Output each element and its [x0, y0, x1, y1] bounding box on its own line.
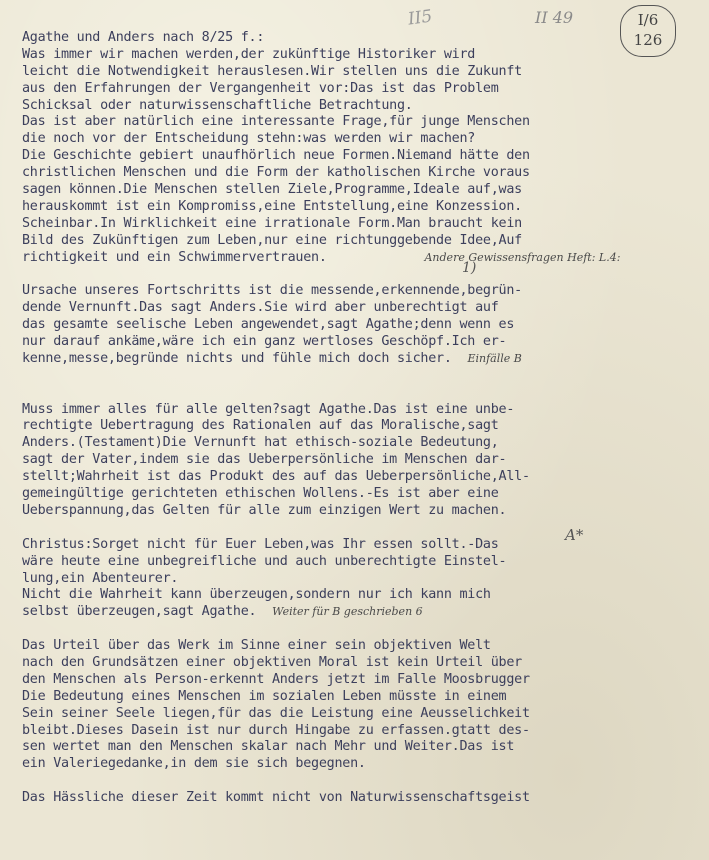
handwritten-note: Andere Gewissensfragen Heft: L.4: — [424, 250, 621, 264]
paragraph-gap — [22, 520, 707, 537]
paragraph-gap — [22, 773, 707, 790]
text-line: Das ist aber natürlich eine interessante Frage,für junge Menschen — [22, 114, 530, 130]
text-line: Was immer wir machen werden,der zukünftige Historiker wird — [22, 46, 476, 62]
text-line — [22, 604, 707, 621]
text-segment: selbst überzeugen,sagt Agathe. — [22, 604, 257, 620]
archive-mark-a: II5 — [406, 6, 434, 30]
handwritten-note: Weiter für B geschrieben 6 — [272, 605, 423, 619]
text-line: sagen können.Die Menschen stellen Ziele,Programme,Ideale auf,was — [22, 182, 522, 198]
text-line: aus den Erfahrungen der Vergangenheit vor:Das ist das Problem — [22, 80, 499, 96]
text-line: stellt;Wahrheit ist das Produkt des auf das Ueberpersönliche,All- — [22, 469, 530, 485]
folio-top: I/6 — [637, 11, 659, 29]
text-line: Die Bedeutung eines Menschen im sozialen Leben müsste in einem — [22, 688, 507, 704]
archive-mark-b: II 49 — [535, 8, 574, 27]
text-line: sen wertet man den Menschen skalar nach Mehr und Weiter.Das ist — [22, 739, 515, 755]
text-line: den Menschen als Person-erkennt Anders jetzt im Falle Moosbrugger — [22, 671, 530, 687]
folio-bottom: 126 — [633, 31, 663, 49]
paragraph-gap — [22, 385, 707, 402]
text-segment: kenne,messe,begründe nichts und fühle mich doch sicher. — [22, 350, 452, 366]
text-line: nur darauf ankäme,wäre ich ein ganz wertloses Geschöpf.Ich er- — [22, 334, 507, 350]
asterisk-mark: A* — [565, 526, 584, 544]
text-line — [22, 250, 707, 267]
text-line: Das Urteil über das Werk im Sinne einer sein objektiven Welt — [22, 638, 491, 654]
typed-text — [22, 30, 707, 807]
text-line: Anders.(Testament)Die Vernunft hat ethisch-soziale Bedeutung, — [22, 435, 499, 451]
text-line: die noch vor der Entscheidung stehn:was werden wir machen? — [22, 131, 476, 147]
text-line: christlichen Menschen und die Form der katholischen Kirche voraus — [22, 165, 530, 181]
paragraph-gap — [22, 266, 707, 283]
text-line: Ueberspannung,das Gelten für alle zum einzigen Wert zu machen. — [22, 502, 507, 518]
text-line: Christus:Sorget nicht für Euer Leben,was Ihr essen sollt.-Das — [22, 536, 499, 552]
footnote-mark: 1) — [462, 260, 477, 276]
text-line: Scheinbar.In Wirklichkeit eine irrationale Form.Man braucht kein — [22, 215, 522, 231]
text-line: gemeingültige gerichteten ethischen Wollens.-Es ist aber eine — [22, 486, 499, 502]
text-line: Die Geschichte gebiert unaufhörlich neue Formen.Niemand hätte den — [22, 148, 530, 164]
text-line: Sein seiner Seele liegen,für das die Leistung eine Aeusselichkeit — [22, 705, 530, 721]
text-line: Ursache unseres Fortschritts ist die messende,erkennende,begrün- — [22, 283, 522, 299]
text-line: wäre heute eine unbegreifliche und auch unberechtigte Einstel- — [22, 553, 507, 569]
text-segment: richtigkeit und ein Schwimmervertrauen. — [22, 249, 327, 265]
text-line: dende Vernunft.Das sagt Anders.Sie wird aber unberechtigt auf — [22, 300, 499, 316]
text-line: das gesamte seelische Leben angewendet,sagt Agathe;denn wenn es — [22, 317, 515, 333]
text-line: leicht die Notwendigkeit herauslesen.Wir stellen uns die Zukunft — [22, 63, 522, 79]
text-line: Agathe und Anders nach 8/25 f.: — [22, 30, 265, 45]
text-line: lung,ein Abenteurer. — [22, 570, 179, 586]
text-line: rechtigte Uebertragung des Rationalen auf das Moralische,sagt — [22, 418, 499, 434]
text-line: ein Valeriegedanke,in dem sie sich begegnen. — [22, 756, 366, 772]
text-line: nach den Grundsätzen einer objektiven Moral ist kein Urteil über — [22, 654, 522, 670]
text-line — [22, 351, 707, 368]
handwritten-note: Einfälle B — [467, 351, 522, 365]
text-line: Nicht die Wahrheit kann überzeugen,sondern nur ich kann mich — [22, 587, 491, 603]
text-line: bleibt.Dieses Dasein ist nur durch Hingabe zu erfassen.gtatt des- — [22, 722, 530, 738]
text-line: Muss immer alles für alle gelten?sagt Agathe.Das ist eine unbe- — [22, 401, 515, 417]
text-line: sagt der Vater,indem sie das Ueberpersönliche im Menschen dar- — [22, 452, 507, 468]
text-line: Das Hässliche dieser Zeit kommt nicht von Naturwissenschaftsgeist — [22, 790, 530, 806]
text-line: Schicksal oder naturwissenschaftliche Betrachtung. — [22, 97, 413, 113]
text-line: Bild des Zukünftigen zum Leben,nur eine richtunggebende Idee,Auf — [22, 232, 522, 248]
paragraph-gap — [22, 368, 707, 385]
text-line: herauskommt ist ein Kompromiss,eine Entstellung,eine Konzession. — [22, 198, 522, 214]
paragraph-gap — [22, 621, 707, 638]
